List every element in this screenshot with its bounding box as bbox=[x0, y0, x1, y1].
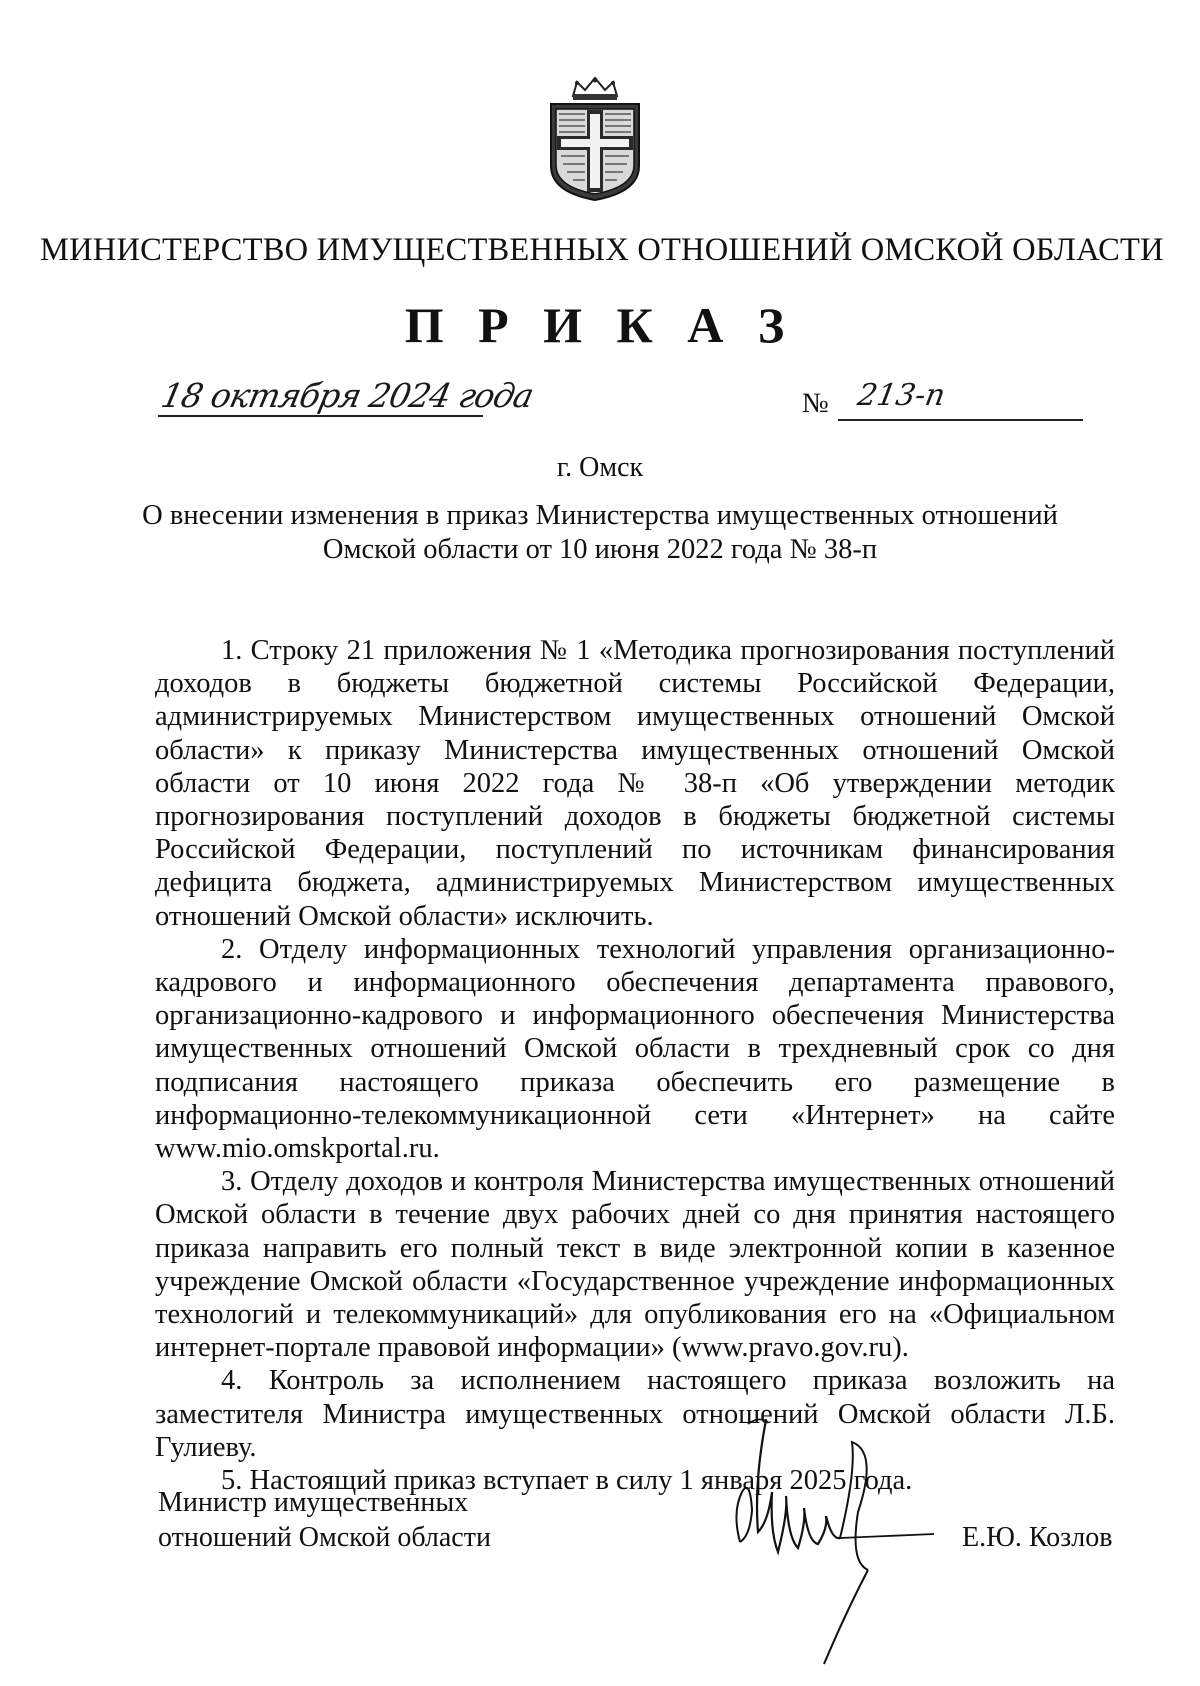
subject-line-2: Омской области от 10 июня 2022 года № 38-п bbox=[322, 534, 878, 565]
coat-of-arms-icon bbox=[543, 74, 647, 202]
ministry-name: МИНИСТЕРСТВО ИМУЩЕСТВЕННЫХ ОТНОШЕНИЙ ОМСКОЙ ОБЛАСТИ bbox=[40, 232, 1164, 268]
order-item-2: 2. Отделу информационных технологий управления организационно-кадрового и информационного обеспечения департамента правового, организационно-кадрового и информационного обеспечения Министерства имущественных отношений Омской области в трехдневный срок со дня подписания настоящего приказа обеспечить его размещение в информационно-телекоммуникационной сети «Интернет» на сайте www.mio.omskportal.ru. bbox=[155, 933, 1115, 1165]
subject-line-1: О внесении изменения в приказ Министерства имущественных отношений bbox=[142, 500, 1058, 531]
document-title: П Р И К А З bbox=[404, 297, 796, 353]
handwritten-number: 213-п bbox=[854, 378, 948, 413]
number-underline bbox=[838, 419, 1083, 421]
order-item-3: 3. Отделу доходов и контроля Министерства имущественных отношений Омской области в течение двух рабочих дней со дня принятия настоящего приказа направить его полный текст в виде электронной копии в казенное учреждение Омской области «Государственное учреждение информационных технологий и телекоммуникаций» для опубликования его на «Официальном интернет-портале правовой информации» (www.pravo.gov.ru). bbox=[155, 1166, 1115, 1364]
signer-name: Е.Ю. Козлов bbox=[962, 1522, 1113, 1553]
city: г. Омск bbox=[556, 452, 644, 483]
signer-position bbox=[158, 1485, 491, 1555]
order-item-5: 5. Настоящий приказ вступает в силу 1 января 2025 года. bbox=[221, 1465, 913, 1497]
date-underline bbox=[158, 415, 483, 417]
signer-position-line-2: отношений Омской области bbox=[158, 1522, 491, 1553]
number-sign: № bbox=[802, 388, 829, 419]
handwritten-signature-icon bbox=[728, 1412, 936, 1674]
handwritten-date: 18 октября 2024 года bbox=[157, 376, 537, 415]
signer-position-line-1: Министр имущественных bbox=[158, 1487, 469, 1518]
order-body bbox=[155, 634, 1115, 1497]
order-item-1: 1. Строку 21 приложения № 1 «Методика прогнозирования поступлений доходов в бюджеты бюджетной системы Российской Федерации, администрируемых Министерством имущественных отношений Омской области» к приказу Министерства имущественных отношений Омской области от 10 июня 2022 года № 38-п «Об утверждении методик прогнозирования поступлений доходов в бюджеты бюджетной системы Российской Федерации, поступлений по источникам финансирования дефицита бюджета, администрируемых Министерством имущественных отношений Омской области» исключить. bbox=[155, 635, 1115, 932]
order-item-4: 4. Контроль за исполнением настоящего приказа возложить на заместителя Министра имущественных отношений Омской области Л.Б. Гулиеву. bbox=[155, 1365, 1115, 1463]
document-subject bbox=[120, 499, 1080, 567]
